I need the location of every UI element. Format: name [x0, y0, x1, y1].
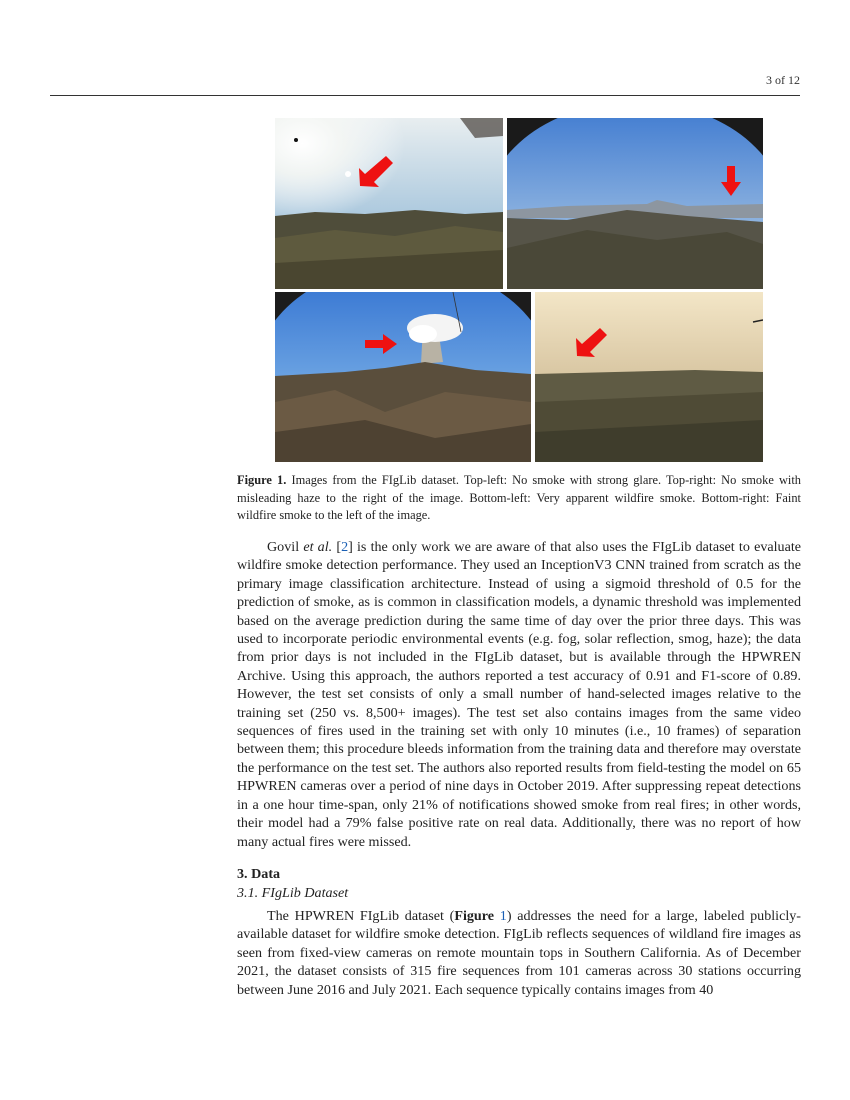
arrow-right-icon: [365, 334, 397, 354]
figure-caption-text: Images from the FIgLib dataset. Top-left: No smoke with strong glare. Top-right: No smoke with misleading haze to the right of the image. Bottom-left: Very apparent wildfire smoke. Bottom-right: Faint wildfire smoke to the left of the image.: [237, 473, 801, 522]
paragraph-text-before: The HPWREN FIgLib dataset (: [267, 908, 455, 924]
page-header: [50, 70, 800, 96]
subsection-heading: 3.1. FIgLib Dataset: [237, 885, 349, 901]
figure-label: Figure 1.: [237, 473, 287, 487]
citation-link[interactable]: 2: [341, 539, 349, 555]
arrow-down-left-icon: [359, 156, 393, 187]
etal: et al.: [303, 539, 333, 555]
figure-caption: [237, 472, 801, 525]
paragraph-text: is the only work we are aware of that also uses the FIgLib dataset to evaluate wildfire smoke detection performance. They used an InceptionV3 CNN trained from scratch as the primary image classification architecture. Instead of using a sigmoid threshold of 0.5 for the prediction of smoke, as is common in classification models, a dynamic threshold was implemented based on the average prediction during the same time of day over the prior three days. This was used to incorporate periodic environmental events (e.g. fog, solar reflection, smog, haze); the data from prior days is not included in the FIgLib dataset, but is available through the HPWREN Archive. Using this approach, the authors reported a test accuracy of 0.91 and F1-score of 0.89. However, the test set consists of only a small number of hand-selected images relative to the training set (250 vs. 8,500+ images). The test set also contains images from the same video sequences of fires used in the training set with only 10 minutes (i.e., 10 frames) of separation between them; this procedure bleeds information from the training data and therefore may overstate the performance on the test set. The authors also reported results from field-testing the model on 65 HPWREN cameras over a period of nine days in October 2019. After suppressing repeat detections in a one hour time-span, only 21% of notifications showed smoke from real fires; in other words, their model had a 79% false positive rate on real data. Additionally, there was no report of how many actual fires were missed.: [237, 539, 802, 850]
arrow-down-left-icon: [576, 328, 607, 357]
author-name: Govil: [267, 539, 300, 555]
figure-1: [275, 118, 763, 462]
section-heading: 3. Data: [237, 866, 281, 882]
figure-ref-word: Figure: [454, 908, 495, 924]
paragraph-text-after: ) addresses the need for a large, labeled publicly-available dataset for wildfire smoke detection. FIgLib reflects sequences of wildland fire images as seen from fixed-view cameras on remote mountain tops in Southern California. As of December 2021, the dataset consists of 315 fire sequences from 101 cameras across 30 stations occurring between June 2016 and July 2021. Each sequence typically contains images from 40: [237, 908, 801, 998]
paragraph-related-work: Govil et al. [2] is the only work we are aware of that also uses the FIgLib dataset to evaluate wildfire smoke detection performance. They used an InceptionV3 CNN trained from scratch as the primary image classification architecture. Instead of using a sigmoid threshold of 0.5 for the prediction of smoke, as is common in classification models, a dynamic threshold was implemented based on the average prediction during the same time of day over the prior three days. This was used to incorporate periodic environmental events (e.g. fog, solar reflection, smog, haze); the data from prior days is not included in the FIgLib dataset, but is available through the HPWREN Archive. Using this approach, the authors reported a test accuracy of 0.91 and F1-score of 0.89. However, the test set consists of only a small number of hand-selected images relative to the training set (250 vs. 8,500+ images). The test set also contains images from the same video sequences of fires used in the training set with only 10 minutes (i.e., 10 frames) of separation between them; this procedure bleeds information from the training data and therefore may overstate the performance on the test set. The authors also reported results from field-testing the model on 65 HPWREN cameras over a period of nine days in October 2019. After suppressing repeat detections in a one hour time-span, only 21% of notifications showed smoke from real fires; in other words, their model had a 79% false positive rate on real data. Additionally, there was no report of how many actual fires were missed.: [237, 539, 802, 850]
paragraph-dataset: [237, 907, 801, 999]
figure-ref-link[interactable]: 1: [499, 908, 507, 924]
arrow-down-icon: [721, 166, 741, 196]
page-number: 3 of 12: [766, 73, 800, 87]
